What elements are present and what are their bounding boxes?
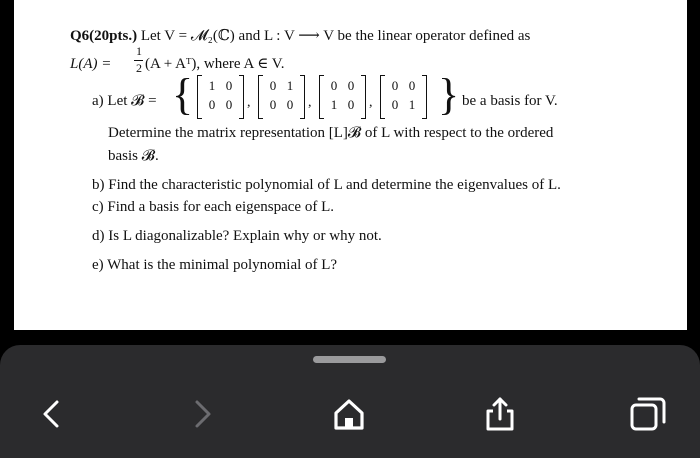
matrix-entry: 0 (286, 97, 294, 112)
matrix-entry: 0 (225, 78, 233, 93)
home-icon (327, 392, 371, 436)
matrix-right-bracket (300, 75, 305, 119)
definition-rhs: (A + Aᵀ), where A ∈ V. (145, 56, 285, 72)
back-icon (30, 392, 74, 436)
question-points: (20pts.) (89, 28, 138, 44)
matrix-entry: 1 (286, 78, 294, 93)
part-a-suffix: be a basis for V. (462, 93, 558, 109)
part-a-label: a) Let 𝓑 = (92, 93, 157, 109)
home-indicator-handle[interactable] (313, 356, 386, 363)
right-brace: } (438, 70, 460, 119)
forward-button[interactable] (180, 392, 224, 436)
basis-matrix-2 (258, 75, 305, 117)
matrix-entry: 1 (208, 78, 216, 93)
matrix-right-bracket (239, 75, 244, 119)
matrix-left-bracket (380, 75, 385, 119)
matrix-left-bracket (319, 75, 324, 119)
document-page (14, 0, 687, 330)
matrix-separator-comma: , (247, 95, 251, 110)
matrix-entry: 0 (347, 97, 355, 112)
question-intro: Let V = 𝓜₂(ℂ) and L : V ⟶ V be the linear operator defined as (140, 28, 531, 44)
matrix-left-bracket (258, 75, 263, 119)
matrix-entry: 0 (408, 78, 416, 93)
tabs-button[interactable] (626, 392, 670, 436)
part-a-line2: Determine the matrix representation [L]𝓑 of L with respect to the ordered (108, 125, 554, 141)
basis-matrix-4 (380, 75, 427, 117)
home-button[interactable] (327, 392, 371, 436)
back-button[interactable] (30, 392, 74, 436)
tabs-icon (626, 392, 670, 436)
definition-lhs: L(A) = (70, 56, 112, 72)
forward-icon (180, 392, 224, 436)
matrix-entry: 0 (208, 97, 216, 112)
fraction-numerator: 1 (136, 44, 142, 58)
matrix-separator-comma: , (308, 95, 312, 110)
matrix-entry: 0 (347, 78, 355, 93)
fraction-denominator: 2 (136, 61, 142, 75)
part-e: e) What is the minimal polynomial of L? (92, 257, 338, 273)
matrix-entry: 0 (330, 78, 338, 93)
matrix-entry: 1 (330, 97, 338, 112)
left-brace: { (172, 70, 194, 119)
share-button[interactable] (478, 392, 522, 436)
matrix-entry: 0 (391, 78, 399, 93)
matrix-entry: 1 (408, 97, 416, 112)
part-a-line3: basis 𝓑. (108, 148, 159, 164)
basis-matrix-3 (319, 75, 366, 117)
part-d: d) Is L diagonalizable? Explain why or why not. (92, 228, 382, 244)
part-b: b) Find the characteristic polynomial of L and determine the eigenvalues of L. (92, 177, 561, 193)
basis-matrix-1 (197, 75, 244, 117)
question-number: Q6 (70, 28, 90, 44)
matrix-entry: 0 (269, 78, 277, 93)
matrix-entry: 0 (391, 97, 399, 112)
matrix-right-bracket (422, 75, 427, 119)
matrix-entry: 0 (269, 97, 277, 112)
question-heading-line (70, 27, 530, 45)
share-icon (478, 392, 522, 436)
matrix-separator-comma: , (369, 95, 373, 110)
matrix-entry: 0 (225, 97, 233, 112)
matrix-right-bracket (361, 75, 366, 119)
part-c: c) Find a basis for each eigenspace of L. (92, 199, 334, 215)
matrix-left-bracket (197, 75, 202, 119)
